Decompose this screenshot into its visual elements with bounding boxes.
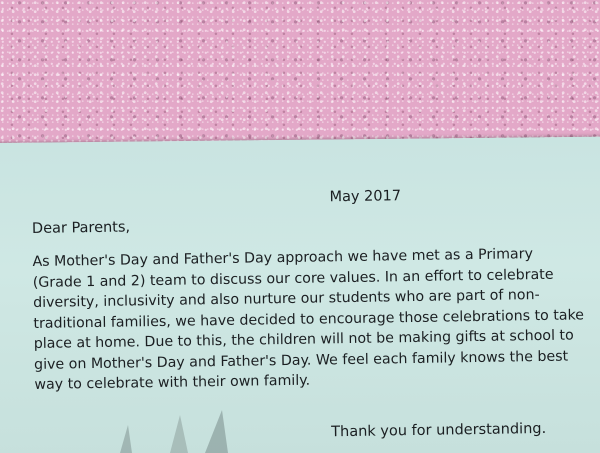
letter-greeting: Dear Parents,	[31, 219, 131, 237]
body-line: way to celebrate with their own family.	[34, 372, 311, 393]
letter-body	[32, 243, 594, 395]
body-line: (Grade 1 and 2) team to discuss our core values. In an effort to celebrate	[32, 266, 554, 291]
body-line: diversity, inclusivity and also nurture our students who are part of non-	[33, 287, 540, 311]
body-line: traditional families, we have decided to encourage those celebrations to take	[33, 306, 585, 332]
body-line: As Mother's Day and Father's Day approach we have met as a Primary	[32, 246, 534, 270]
body-line: place at home. Due to this, the children will not be making gifts at school to	[33, 327, 574, 352]
letter-closing: Thank you for understanding.	[331, 420, 547, 441]
body-line: give on Mother's Day and Father's Day. We feel each family knows the best	[33, 348, 569, 373]
letter-date: May 2017	[329, 188, 402, 206]
